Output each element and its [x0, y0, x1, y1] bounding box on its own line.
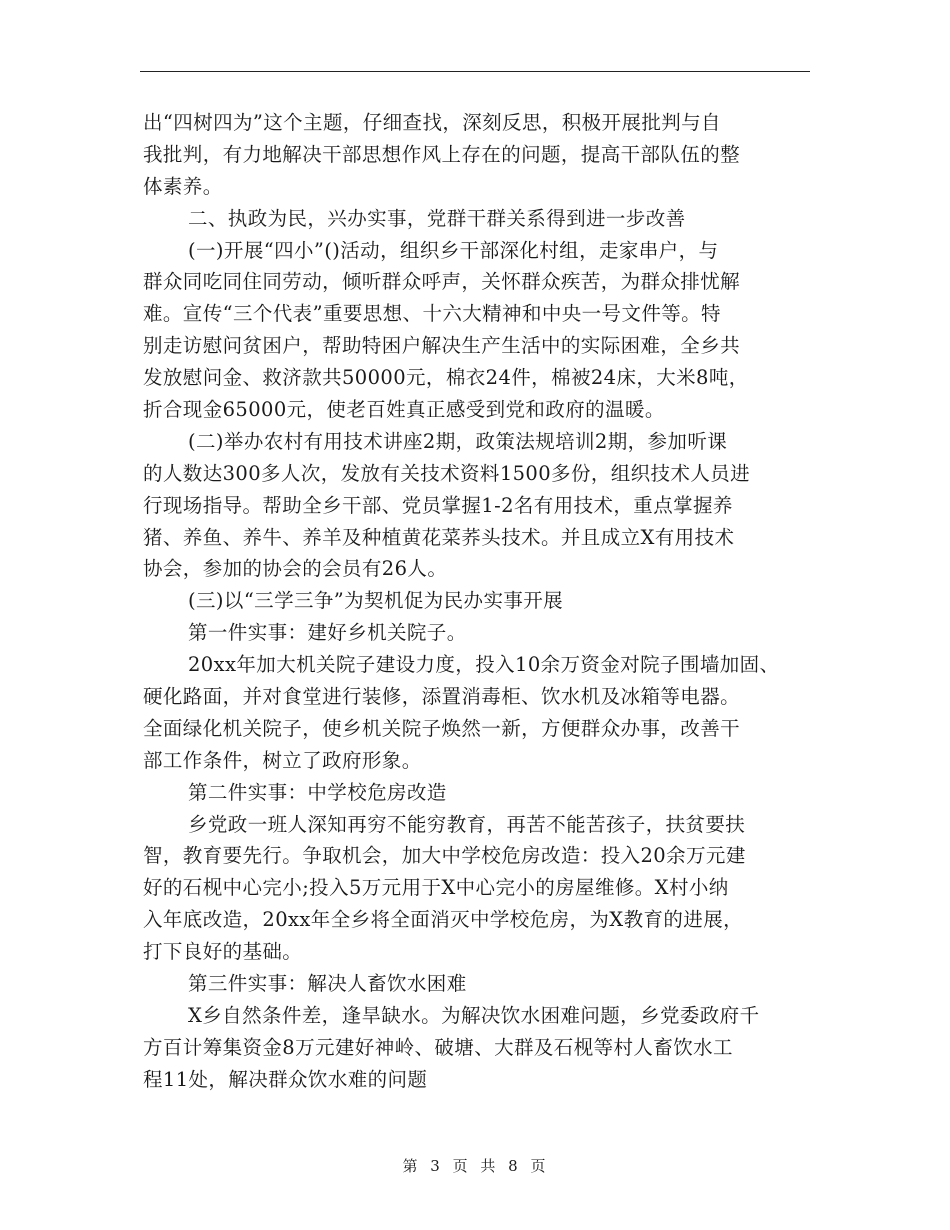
text-line: 第三件实事：解决人畜饮水困难	[188, 972, 467, 996]
text-line: 好的石枧中心完小;投入5万元用于X中心完小的房屋维修。X村小纳	[143, 876, 729, 900]
text-line: 二、执政为民，兴办实事，党群干群关系得到进一步改善	[188, 206, 686, 230]
text-line: 打下良好的基础。	[143, 940, 303, 964]
text-line: 部工作条件，树立了政府形象。	[143, 748, 422, 772]
text-line: 程11处，解决群众饮水难的问题	[143, 1067, 428, 1091]
text-line: 硬化路面，并对食堂进行装修，添置消毒柜、饮水机及冰箱等电器。	[143, 685, 741, 709]
header-rule	[140, 71, 810, 72]
text-line: 难。宣传“三个代表”重要思想、十六大精神和中央一号文件等。特	[143, 302, 721, 326]
text-line: 入年底改造，20xx年全乡将全面消灭中学校危房，为X教育的进展，	[143, 908, 743, 932]
text-line: 全面绿化机关院子，使乡机关院子焕然一新，方便群众办事，改善干	[143, 716, 741, 740]
text-line: 方百计筹集资金8万元建好神岭、破塘、大群及石枧等村人畜饮水工	[143, 1035, 733, 1059]
text-line: 猪、养鱼、养牛、养羊及种植黄花菜荞头技术。并且成立X有用技术	[143, 525, 735, 549]
text-line: 我批判，有力地解决干部思想作风上存在的问题，提高干部队伍的整	[143, 142, 741, 166]
text-line: 智，教育要先行。争取机会，加大中学校危房改造：投入20余万元建	[143, 844, 746, 868]
text-line: 发放慰问金、救济款共50000元，棉衣24件，棉被24床，大米8吨，	[143, 366, 749, 390]
text-line: 别走访慰问贫困户，帮助特困户解决生产生活中的实际困难，全乡共	[143, 334, 741, 358]
text-line: 第二件实事：中学校危房改造	[188, 780, 447, 804]
page-footer: 第 3 页 共 8 页	[402, 1157, 548, 1175]
text-line: 第一件实事：建好乡机关院子。	[188, 621, 467, 645]
text-line: 乡党政一班人深知再穷不能穷教育，再苦不能苦孩子，扶贫要扶	[188, 812, 746, 836]
text-line: 群众同吃同住同劳动，倾听群众呼声，关怀群众疾苦，为群众排忧解	[143, 270, 741, 294]
text-line: 协会，参加的协会的会员有26人。	[143, 557, 448, 581]
document-body	[143, 107, 833, 1096]
text-line: (三)以“三学三争”为契机促为民办实事开展	[188, 589, 564, 613]
text-line: 体素养。	[143, 174, 223, 198]
text-line: (二)举办农村有用技术讲座2期，政策法规培训2期，参加听课	[188, 429, 728, 453]
text-line: 20xx年加大机关院子建设力度，投入10余万资金对院子围墙加固、	[188, 653, 780, 677]
text-line: (一)开展“四小”()活动，组织乡干部深化村组，走家串户，与	[188, 238, 719, 262]
text-line: X乡自然条件差，逢旱缺水。为解决饮水困难问题，乡党委政府千	[188, 1003, 760, 1027]
text-line: 行现场指导。帮助全乡干部、党员掌握1-2名有用技术，重点掌握养	[143, 493, 733, 517]
text-line: 出“四树四为”这个主题，仔细查找，深刻反思，积极开展批判与自	[143, 111, 721, 134]
text-line: 折合现金65000元，使老百姓真正感受到党和政府的温暖。	[143, 398, 665, 422]
text-line: 的人数达300多人次，发放有关技术资料1500多份，组织技术人员进	[143, 461, 751, 485]
